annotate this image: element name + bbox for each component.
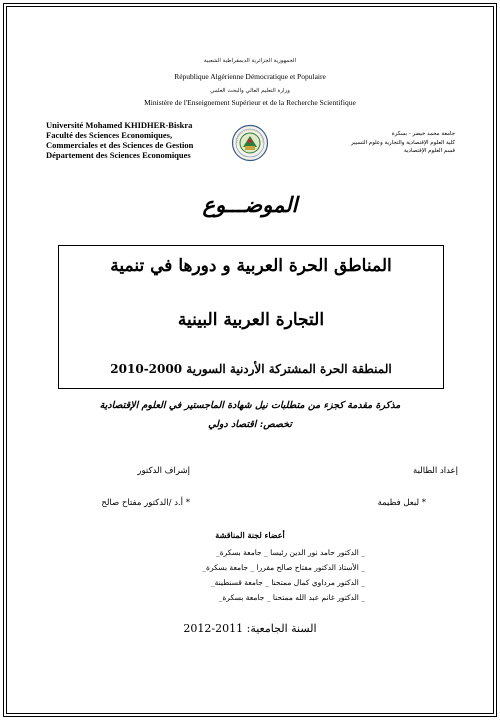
department-name: Département des Sciences Economiques (46, 150, 191, 160)
faculty-name: Faculté des Sciences Economiques, (46, 130, 173, 140)
committee-member: _ الدكتور غانم عبد الله ممتحنا _ جامعة بسكرة_ (218, 593, 365, 602)
student-name: * لبعل فطيمة (377, 498, 426, 508)
thesis-title-line1: المناطق الحرة العربية و دورها في تنمية (110, 256, 392, 276)
thesis-title-line2: التجارة العربية البينية (177, 310, 325, 330)
subject-label: الموضـــوع (202, 192, 298, 217)
prepared-by-label: إعداد الطالبة (413, 466, 458, 476)
committee-member: _ الدكتور حامد نور الدين رئيسا _ جامعة بسكرة_ (215, 548, 365, 557)
faculty-name-ar: كلية العلوم الإقتصادية والتجارية وعلوم التسيير (350, 139, 455, 146)
committee-title: أعضاء لجنة المناقشة (215, 530, 285, 540)
thesis-subtitle: المنطقة الحرة المشتركة الأردنية السورية 2000-2010 (110, 362, 392, 376)
title-frame (58, 245, 444, 389)
ministry-french: Ministère de l'Enseignement Supérieur et de la Recherche Scientifique (144, 98, 356, 107)
specialty: تخصص: اقتصاد دولي (208, 419, 292, 430)
university-name: Université Mohamed KHIDHER-Biskra (46, 120, 193, 130)
thesis-note: مذكرة مقدمة كجزء من متطلبات نيل شهادة الماجستير في العلوم الإقتصادية (99, 400, 401, 411)
supervisor-label: إشراف الدكتور (137, 466, 190, 476)
republic-french: République Algérienne Démocratique et Populaire (174, 72, 326, 81)
ministry-arabic: وزارة التعليم العالي والبحث العلمي (210, 88, 290, 94)
university-french-block (46, 120, 236, 160)
faculty-name-cont: Commerciales et des Sciences de Gestion (46, 140, 194, 150)
committee-member: _ الدكتور مرداوي كمال ممتحنا _ جامعة قسنطينة_ (210, 578, 365, 587)
university-name-ar: جامعة محمد خيضر - بسكرة (391, 131, 455, 137)
republic-arabic: الجمهورية الجزائرية الديمقراطية الشعبية (203, 58, 297, 64)
university-arabic-block (300, 130, 455, 156)
committee-member: _ الأستاذ الدكتور مفتاح صالح مقررا _ جامعة بسكرة_ (202, 563, 365, 572)
committee-list (115, 545, 365, 605)
university-logo (231, 124, 269, 162)
department-name-ar: قسم العلوم الإقتصادية (404, 148, 455, 154)
academic-year: السنة الجامعية: 2011-2012 (183, 622, 317, 635)
supervisor-name: * أ.د /الدكتور مفتاح صالح (101, 498, 190, 508)
